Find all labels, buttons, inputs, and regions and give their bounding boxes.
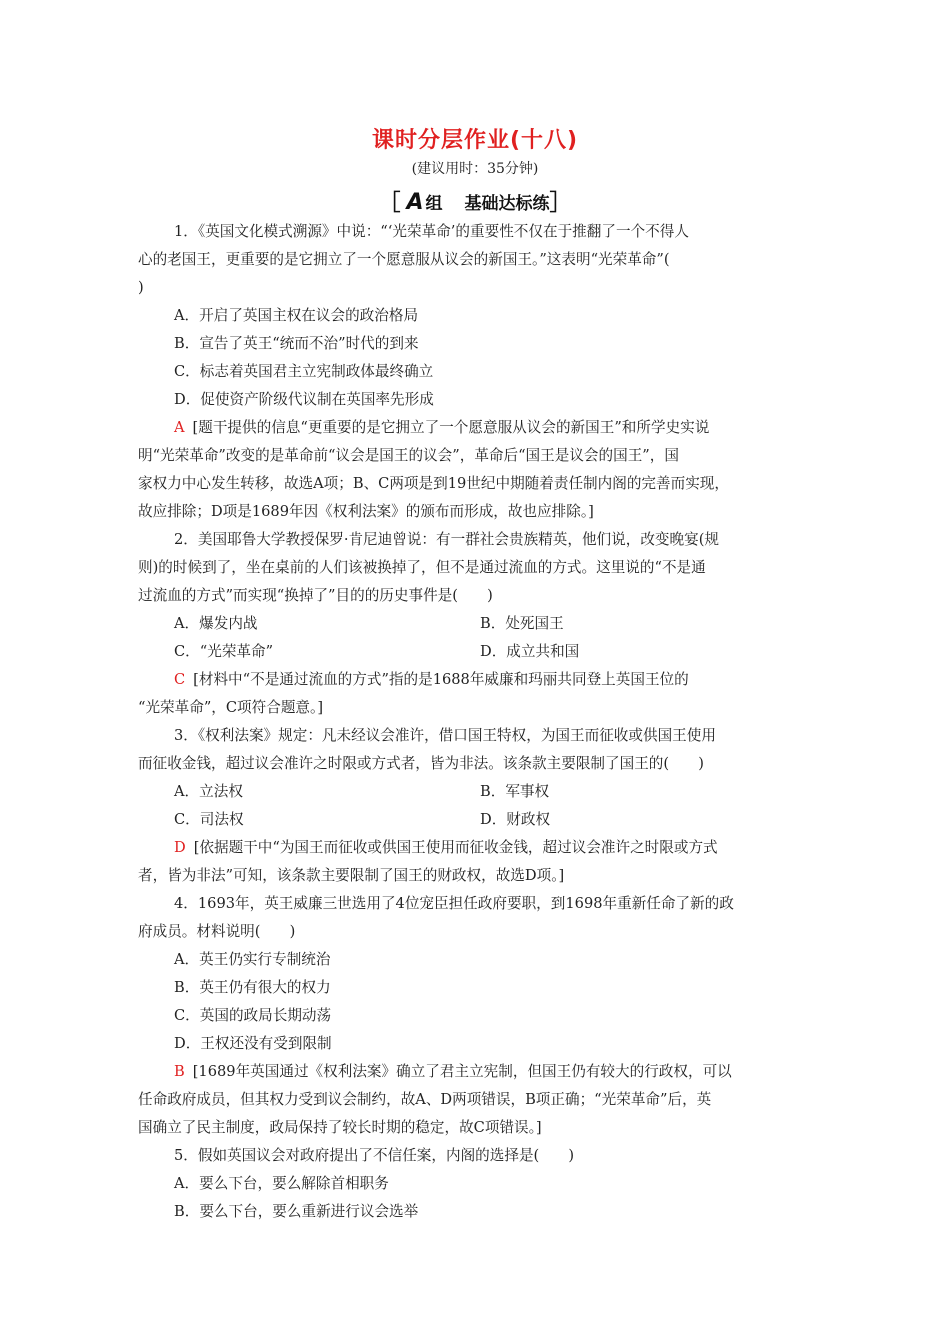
question-4-stem-line-2: 府成员。材料说明( ) xyxy=(138,923,296,940)
question-4-explanation-line-1 xyxy=(138,1058,816,1086)
question-4-option-c: C．英国的政局长期动荡 xyxy=(174,1007,332,1024)
question-2-option-a: A．爆发内战 xyxy=(174,615,258,632)
question-4-explanation-text: [1689年英国通过《权利法案》确立了君主立宪制，但国王仍有较大的行政权，可以 xyxy=(192,1063,732,1080)
question-1-option-c: C．标志着英国君主立宪制政体最终确立 xyxy=(174,363,434,380)
question-3-options-row-2 xyxy=(138,806,816,834)
question-4-stem-line-1: 4．1693年，英王威廉三世选用了4位宠臣担任政府要职，到1698年重新任命了新的政 xyxy=(174,895,734,912)
question-4-explanation-line-3: 国确立了民主制度，政局保持了较长时期的稳定，故C项错误。] xyxy=(138,1119,542,1136)
suggested-time: (建议用时：35分钟) xyxy=(411,161,539,177)
group-letter: A xyxy=(406,190,424,215)
question-4-option-a: A．英王仍实行专制统治 xyxy=(174,951,331,968)
question-2-explanation-text: [材料中“不是通过流血的方式”指的是1688年威廉和玛丽共同登上英国王位的 xyxy=(193,671,689,688)
question-1-explanation-line-3: 家权力中心发生转移，故选A项；B、C两项是到19世纪中期随着责任制内阁的完善而实现， xyxy=(138,475,729,492)
question-1-explanation-line-2: 明“光荣革命”改变的是革命前“议会是国王的议会”，革命后“国王是议会的国王”，国 xyxy=(138,447,679,464)
question-1-option-a: A．开启了英国主权在议会的政治格局 xyxy=(174,307,419,324)
question-3-option-d: D．财政权 xyxy=(480,811,551,828)
question-4-answer: B xyxy=(174,1063,185,1080)
question-2-explanation-line-2: “光荣革命”，C项符合题意。] xyxy=(138,699,324,716)
question-5-option-a: A．要么下台，要么解除首相职务 xyxy=(174,1175,389,1192)
question-1-stem-line-2: 心的老国王，更重要的是它拥立了一个愿意服从议会的新国王。”这表明“光荣革命”( xyxy=(138,251,670,268)
question-1-explanation-line-1 xyxy=(138,414,816,442)
question-3-explanation-text: [依据题干中“为国王而征收或供国王使用而征收金钱，超过议会准许之时限或方式 xyxy=(193,839,718,856)
section-bracket-open: ［ xyxy=(378,191,401,216)
question-3-explanation-line-1 xyxy=(138,834,816,862)
question-2-options-row-1 xyxy=(138,610,816,638)
question-1-option-d: D．促使资产阶级代议制在英国率先形成 xyxy=(174,391,434,408)
question-5-stem-line-1: 5．假如英国议会对政府提出了不信任案，内阁的选择是( ) xyxy=(174,1147,575,1164)
question-4-option-d: D．王权还没有受到限制 xyxy=(174,1035,332,1052)
question-4-option-b: B．英王仍有很大的权力 xyxy=(174,979,331,996)
section-heading xyxy=(0,186,950,217)
question-2-option-b: B．处死国王 xyxy=(480,615,564,632)
question-3-stem-line-2: 而征收金钱，超过议会准许之时限或方式者，皆为非法。该条款主要限制了国王的( ) xyxy=(138,755,704,772)
question-3-explanation-line-2: 者，皆为非法”可知，该条款主要限制了国王的财政权，故选D项。] xyxy=(138,867,565,884)
question-3-stem-line-1: 3．《权利法案》规定：凡未经议会准许，借口国王特权，为国王而征收或供国王使用 xyxy=(174,727,716,744)
group-name: 基础达标练 xyxy=(464,194,550,214)
question-5-option-b: B．要么下台，要么重新进行议会选举 xyxy=(174,1203,419,1220)
question-3-option-b: B．军事权 xyxy=(480,783,550,800)
question-3-options-row-1 xyxy=(138,778,816,806)
question-3-answer: D xyxy=(174,839,186,856)
question-1-answer: A xyxy=(174,419,185,436)
question-2-options-row-2 xyxy=(138,638,816,666)
question-1-stem-line-1: 1．《英国文化模式溯源》中说：“‘光荣革命’的重要性不仅在于推翻了一个不得人 xyxy=(174,223,689,240)
question-2-answer: C xyxy=(174,671,186,688)
question-3-option-a: A．立法权 xyxy=(174,783,243,800)
question-2-explanation-line-1 xyxy=(138,666,816,694)
question-2-option-c: C．“光荣革命” xyxy=(174,643,274,660)
page-title: 课时分层作业(十八) xyxy=(371,128,579,153)
group-label: 组 xyxy=(425,194,443,214)
question-1-explanation-line-4: 故应排除；D项是1689年因《权利法案》的颁布而形成，故也应排除。] xyxy=(138,503,594,520)
question-2-option-d: D．成立共和国 xyxy=(480,643,580,660)
question-list xyxy=(138,218,816,1226)
question-1-stem-line-3: ) xyxy=(138,279,144,296)
question-4-explanation-line-2: 任命政府成员，但其权力受到议会制约，故A、D两项错误，B项正确；“光荣革命”后，英 xyxy=(138,1091,712,1108)
question-1-option-b: B．宣告了英王“统而不治”时代的到来 xyxy=(174,335,419,352)
section-bracket-close: ］ xyxy=(549,191,572,216)
question-1-explanation-text: [题干提供的信息“更重要的是它拥立了一个愿意服从议会的新国王”和所学史实说 xyxy=(192,419,710,436)
question-2-stem-line-2: 则)的时候到了，坐在桌前的人们该被换掉了，但不是通过流血的方式。这里说的“不是通 xyxy=(138,559,706,576)
question-2-stem-line-1: 2．美国耶鲁大学教授保罗·肯尼迪曾说：有一群社会贵族精英，他们说，改变晚宴(规 xyxy=(174,531,719,548)
question-3-option-c: C．司法权 xyxy=(174,811,244,828)
question-2-stem-line-3: 过流血的方式”而实现“换掉了”目的的历史事件是( ) xyxy=(138,587,493,604)
